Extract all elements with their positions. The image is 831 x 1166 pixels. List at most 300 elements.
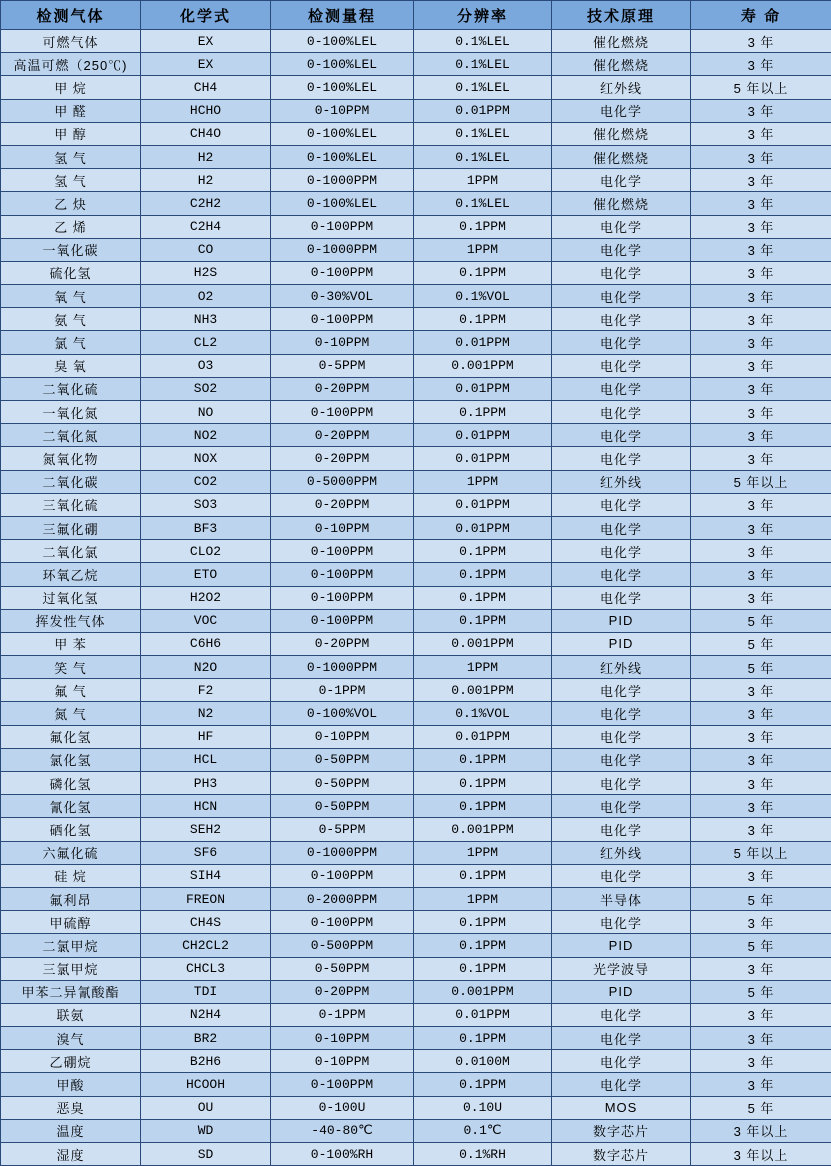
cell-resolution: 0.1PPM (414, 864, 552, 887)
cell-measuring-range: 0-20PPM (271, 447, 414, 470)
cell-lifespan: 5 年 (691, 656, 831, 679)
cell-resolution: 0.1PPM (414, 748, 552, 771)
cell-technology: 电化学 (552, 238, 691, 261)
cell-chemical-formula: CHCL3 (141, 957, 271, 980)
cell-measuring-range: 0-100PPM (271, 586, 414, 609)
cell-technology: 红外线 (552, 76, 691, 99)
table-row (1, 586, 831, 609)
table-row (1, 540, 831, 563)
table-row (1, 447, 831, 470)
table-row (1, 122, 831, 145)
cell-measuring-range: 0-100%LEL (271, 53, 414, 76)
cell-gas-name: 臭 氧 (1, 354, 141, 377)
cell-chemical-formula: FREON (141, 887, 271, 910)
cell-chemical-formula: HF (141, 725, 271, 748)
cell-measuring-range: 0-5PPM (271, 354, 414, 377)
table-row (1, 401, 831, 424)
column-header-measuring-range: 检测量程 (271, 1, 414, 30)
table-row (1, 1050, 831, 1073)
cell-resolution: 0.1%LEL (414, 30, 552, 53)
cell-lifespan: 5 年 (691, 609, 831, 632)
cell-technology: 催化燃烧 (552, 30, 691, 53)
cell-measuring-range: 0-100PPM (271, 563, 414, 586)
cell-resolution: 0.1%VOL (414, 285, 552, 308)
table-row (1, 656, 831, 679)
cell-gas-name: 硫化氢 (1, 261, 141, 284)
cell-chemical-formula: CO2 (141, 470, 271, 493)
cell-gas-name: 甲酸 (1, 1073, 141, 1096)
table-row (1, 702, 831, 725)
cell-lifespan: 3 年 (691, 424, 831, 447)
cell-lifespan: 3 年 (691, 354, 831, 377)
cell-lifespan: 3 年 (691, 122, 831, 145)
cell-chemical-formula: H2S (141, 261, 271, 284)
table-row (1, 679, 831, 702)
cell-lifespan: 3 年 (691, 725, 831, 748)
cell-lifespan: 3 年 (691, 331, 831, 354)
cell-gas-name: 二氧化氯 (1, 540, 141, 563)
cell-resolution: 1PPM (414, 656, 552, 679)
table-row (1, 238, 831, 261)
cell-technology: MOS (552, 1096, 691, 1119)
table-row (1, 192, 831, 215)
cell-measuring-range: 0-10PPM (271, 1027, 414, 1050)
cell-chemical-formula: NO (141, 401, 271, 424)
cell-technology: 电化学 (552, 1027, 691, 1050)
cell-technology: PID (552, 980, 691, 1003)
table-row (1, 377, 831, 400)
table-row (1, 76, 831, 99)
cell-technology: PID (552, 609, 691, 632)
cell-resolution: 0.1%LEL (414, 122, 552, 145)
table-row (1, 30, 831, 53)
cell-lifespan: 5 年 (691, 980, 831, 1003)
cell-resolution: 0.1PPM (414, 261, 552, 284)
cell-chemical-formula: F2 (141, 679, 271, 702)
cell-gas-name: 乙硼烷 (1, 1050, 141, 1073)
cell-chemical-formula: H2O2 (141, 586, 271, 609)
cell-chemical-formula: HCL (141, 748, 271, 771)
table-row (1, 308, 831, 331)
cell-chemical-formula: NH3 (141, 308, 271, 331)
cell-lifespan: 3 年 (691, 586, 831, 609)
cell-measuring-range: 0-1000PPM (271, 238, 414, 261)
cell-chemical-formula: CL2 (141, 331, 271, 354)
cell-technology: 红外线 (552, 656, 691, 679)
cell-gas-name: 温度 (1, 1119, 141, 1142)
column-header-chemical-formula: 化学式 (141, 1, 271, 30)
cell-technology: 数字芯片 (552, 1119, 691, 1142)
cell-lifespan: 3 年 (691, 516, 831, 539)
cell-gas-name: 氮氧化物 (1, 447, 141, 470)
cell-lifespan: 3 年 (691, 447, 831, 470)
cell-resolution: 0.1PPM (414, 308, 552, 331)
cell-gas-name: 氟 气 (1, 679, 141, 702)
cell-lifespan: 3 年 (691, 864, 831, 887)
cell-technology: 电化学 (552, 1073, 691, 1096)
cell-gas-name: 过氧化氢 (1, 586, 141, 609)
table-row (1, 145, 831, 168)
cell-lifespan: 3 年 (691, 911, 831, 934)
table-row (1, 818, 831, 841)
table-row (1, 261, 831, 284)
cell-resolution: 0.1%VOL (414, 702, 552, 725)
cell-technology: 电化学 (552, 331, 691, 354)
table-row (1, 99, 831, 122)
table-row (1, 957, 831, 980)
cell-lifespan: 5 年 (691, 887, 831, 910)
table-row (1, 772, 831, 795)
cell-resolution: 0.1%LEL (414, 192, 552, 215)
cell-gas-name: 氮 气 (1, 702, 141, 725)
cell-lifespan: 3 年 (691, 540, 831, 563)
cell-technology: 电化学 (552, 377, 691, 400)
cell-technology: 电化学 (552, 748, 691, 771)
cell-lifespan: 3 年 (691, 818, 831, 841)
cell-gas-name: 三氟化硼 (1, 516, 141, 539)
cell-resolution: 0.1PPM (414, 795, 552, 818)
cell-lifespan: 3 年 (691, 748, 831, 771)
cell-gas-name: 二氧化硫 (1, 377, 141, 400)
cell-technology: 光学波导 (552, 957, 691, 980)
table-row (1, 516, 831, 539)
cell-gas-name: 二氯甲烷 (1, 934, 141, 957)
cell-chemical-formula: BF3 (141, 516, 271, 539)
column-header-lifespan: 寿 命 (691, 1, 831, 30)
cell-resolution: 0.01PPM (414, 331, 552, 354)
cell-chemical-formula: N2 (141, 702, 271, 725)
cell-gas-name: 氟化氢 (1, 725, 141, 748)
cell-measuring-range: 0-50PPM (271, 772, 414, 795)
cell-lifespan: 3 年 (691, 53, 831, 76)
cell-measuring-range: 0-5PPM (271, 818, 414, 841)
cell-resolution: 0.01PPM (414, 493, 552, 516)
table-row (1, 1003, 831, 1026)
table-row (1, 1027, 831, 1050)
cell-gas-name: 二氧化氮 (1, 424, 141, 447)
cell-lifespan: 5 年以上 (691, 76, 831, 99)
cell-chemical-formula: O2 (141, 285, 271, 308)
cell-gas-name: 联氨 (1, 1003, 141, 1026)
cell-gas-name: 溴气 (1, 1027, 141, 1050)
cell-lifespan: 3 年 (691, 702, 831, 725)
cell-measuring-range: 0-20PPM (271, 424, 414, 447)
cell-chemical-formula: PH3 (141, 772, 271, 795)
cell-technology: 电化学 (552, 516, 691, 539)
cell-resolution: 0.1%LEL (414, 53, 552, 76)
cell-measuring-range: 0-1PPM (271, 1003, 414, 1026)
cell-measuring-range: 0-10PPM (271, 516, 414, 539)
cell-measuring-range: 0-1000PPM (271, 656, 414, 679)
cell-technology: 数字芯片 (552, 1143, 691, 1166)
cell-measuring-range: 0-100PPM (271, 215, 414, 238)
table-row (1, 215, 831, 238)
cell-gas-name: 氨 气 (1, 308, 141, 331)
column-header-gas-name: 检测气体 (1, 1, 141, 30)
cell-measuring-range: 0-100PPM (271, 308, 414, 331)
cell-gas-name: 甲 苯 (1, 632, 141, 655)
cell-measuring-range: 0-50PPM (271, 748, 414, 771)
cell-resolution: 1PPM (414, 841, 552, 864)
cell-gas-name: 硅 烷 (1, 864, 141, 887)
cell-gas-name: 甲硫醇 (1, 911, 141, 934)
cell-technology: 电化学 (552, 563, 691, 586)
cell-measuring-range: 0-100%VOL (271, 702, 414, 725)
cell-lifespan: 3 年 (691, 192, 831, 215)
cell-lifespan: 3 年 (691, 285, 831, 308)
cell-resolution: 0.01PPM (414, 447, 552, 470)
table-row (1, 169, 831, 192)
cell-technology: 电化学 (552, 447, 691, 470)
cell-lifespan: 3 年 (691, 401, 831, 424)
cell-chemical-formula: SEH2 (141, 818, 271, 841)
cell-chemical-formula: C6H6 (141, 632, 271, 655)
cell-technology: 电化学 (552, 215, 691, 238)
cell-technology: 电化学 (552, 818, 691, 841)
cell-chemical-formula: CH4O (141, 122, 271, 145)
cell-chemical-formula: OU (141, 1096, 271, 1119)
cell-chemical-formula: VOC (141, 609, 271, 632)
cell-resolution: 0.001PPM (414, 632, 552, 655)
cell-gas-name: 氯化氢 (1, 748, 141, 771)
cell-gas-name: 硒化氢 (1, 818, 141, 841)
cell-chemical-formula: B2H6 (141, 1050, 271, 1073)
cell-lifespan: 3 年 (691, 679, 831, 702)
cell-measuring-range: -40-80℃ (271, 1119, 414, 1142)
cell-lifespan: 3 年 (691, 238, 831, 261)
cell-gas-name: 一氧化氮 (1, 401, 141, 424)
cell-measuring-range: 0-100U (271, 1096, 414, 1119)
cell-technology: PID (552, 632, 691, 655)
cell-technology: 电化学 (552, 99, 691, 122)
table-row (1, 53, 831, 76)
cell-chemical-formula: HCHO (141, 99, 271, 122)
cell-gas-name: 氟利昂 (1, 887, 141, 910)
cell-resolution: 0.001PPM (414, 679, 552, 702)
cell-resolution: 0.10U (414, 1096, 552, 1119)
cell-gas-name: 湿度 (1, 1143, 141, 1166)
cell-chemical-formula: N2H4 (141, 1003, 271, 1026)
cell-gas-name: 笑 气 (1, 656, 141, 679)
table-row (1, 493, 831, 516)
cell-resolution: 0.1PPM (414, 540, 552, 563)
cell-gas-name: 六氟化硫 (1, 841, 141, 864)
cell-resolution: 1PPM (414, 470, 552, 493)
cell-gas-name: 氯 气 (1, 331, 141, 354)
cell-technology: 电化学 (552, 702, 691, 725)
cell-resolution: 0.01PPM (414, 377, 552, 400)
cell-chemical-formula: CH4 (141, 76, 271, 99)
cell-lifespan: 3 年以上 (691, 1143, 831, 1166)
cell-measuring-range: 0-100%LEL (271, 145, 414, 168)
cell-measuring-range: 0-20PPM (271, 632, 414, 655)
cell-lifespan: 3 年 (691, 493, 831, 516)
cell-resolution: 0.1PPM (414, 957, 552, 980)
cell-measuring-range: 0-100PPM (271, 911, 414, 934)
cell-measuring-range: 0-1PPM (271, 679, 414, 702)
cell-technology: 催化燃烧 (552, 145, 691, 168)
cell-lifespan: 3 年 (691, 1003, 831, 1026)
cell-chemical-formula: BR2 (141, 1027, 271, 1050)
cell-technology: PID (552, 934, 691, 957)
table-row (1, 563, 831, 586)
cell-technology: 电化学 (552, 540, 691, 563)
cell-measuring-range: 0-20PPM (271, 377, 414, 400)
cell-measuring-range: 0-100%LEL (271, 30, 414, 53)
cell-measuring-range: 0-100PPM (271, 401, 414, 424)
cell-resolution: 1PPM (414, 169, 552, 192)
table-row (1, 1096, 831, 1119)
cell-measuring-range: 0-500PPM (271, 934, 414, 957)
cell-resolution: 0.0100M (414, 1050, 552, 1073)
column-header-technology: 技术原理 (552, 1, 691, 30)
cell-measuring-range: 0-10PPM (271, 99, 414, 122)
cell-measuring-range: 0-1000PPM (271, 169, 414, 192)
cell-gas-name: 乙 炔 (1, 192, 141, 215)
cell-resolution: 0.01PPM (414, 516, 552, 539)
cell-gas-name: 氧 气 (1, 285, 141, 308)
cell-chemical-formula: EX (141, 53, 271, 76)
cell-chemical-formula: NO2 (141, 424, 271, 447)
cell-resolution: 0.001PPM (414, 354, 552, 377)
cell-lifespan: 3 年 (691, 261, 831, 284)
table-row (1, 1119, 831, 1142)
cell-resolution: 0.1PPM (414, 609, 552, 632)
cell-gas-name: 乙 烯 (1, 215, 141, 238)
cell-chemical-formula: H2 (141, 169, 271, 192)
cell-lifespan: 3 年 (691, 1073, 831, 1096)
cell-measuring-range: 0-1000PPM (271, 841, 414, 864)
cell-gas-name: 三氧化硫 (1, 493, 141, 516)
cell-chemical-formula: H2 (141, 145, 271, 168)
cell-measuring-range: 0-20PPM (271, 493, 414, 516)
cell-lifespan: 3 年 (691, 377, 831, 400)
table-row (1, 424, 831, 447)
cell-gas-name: 甲 醛 (1, 99, 141, 122)
cell-lifespan: 3 年 (691, 30, 831, 53)
cell-technology: 电化学 (552, 493, 691, 516)
table-row (1, 887, 831, 910)
cell-technology: 电化学 (552, 1003, 691, 1026)
cell-lifespan: 3 年 (691, 99, 831, 122)
cell-technology: 电化学 (552, 725, 691, 748)
cell-resolution: 0.001PPM (414, 818, 552, 841)
cell-chemical-formula: SD (141, 1143, 271, 1166)
table-row (1, 980, 831, 1003)
cell-gas-name: 甲 醇 (1, 122, 141, 145)
cell-chemical-formula: O3 (141, 354, 271, 377)
cell-resolution: 0.01PPM (414, 725, 552, 748)
table-row (1, 632, 831, 655)
cell-technology: 电化学 (552, 911, 691, 934)
cell-technology: 催化燃烧 (552, 122, 691, 145)
cell-measuring-range: 0-50PPM (271, 795, 414, 818)
cell-gas-name: 高温可燃（250℃) (1, 53, 141, 76)
cell-measuring-range: 0-10PPM (271, 1050, 414, 1073)
table-body (1, 30, 831, 1166)
cell-technology: 电化学 (552, 795, 691, 818)
cell-technology: 电化学 (552, 308, 691, 331)
cell-technology: 电化学 (552, 864, 691, 887)
cell-chemical-formula: HCOOH (141, 1073, 271, 1096)
cell-lifespan: 3 年 (691, 169, 831, 192)
table-row (1, 934, 831, 957)
cell-gas-name: 氢 气 (1, 145, 141, 168)
cell-measuring-range: 0-100%LEL (271, 192, 414, 215)
cell-lifespan: 5 年以上 (691, 841, 831, 864)
cell-resolution: 0.1PPM (414, 934, 552, 957)
cell-resolution: 1PPM (414, 887, 552, 910)
cell-measuring-range: 0-50PPM (271, 957, 414, 980)
cell-gas-name: 二氧化碳 (1, 470, 141, 493)
cell-gas-name: 氰化氢 (1, 795, 141, 818)
cell-lifespan: 3 年 (691, 563, 831, 586)
cell-resolution: 0.1%LEL (414, 76, 552, 99)
cell-technology: 电化学 (552, 772, 691, 795)
cell-resolution: 0.001PPM (414, 980, 552, 1003)
cell-measuring-range: 0-100%LEL (271, 122, 414, 145)
cell-chemical-formula: CLO2 (141, 540, 271, 563)
table-row (1, 748, 831, 771)
cell-lifespan: 3 年 (691, 795, 831, 818)
cell-technology: 半导体 (552, 887, 691, 910)
cell-lifespan: 3 年 (691, 215, 831, 238)
cell-technology: 电化学 (552, 586, 691, 609)
cell-gas-name: 氢 气 (1, 169, 141, 192)
table-row (1, 354, 831, 377)
cell-lifespan: 5 年 (691, 934, 831, 957)
cell-chemical-formula: ETO (141, 563, 271, 586)
cell-lifespan: 5 年以上 (691, 470, 831, 493)
cell-technology: 电化学 (552, 1050, 691, 1073)
cell-chemical-formula: HCN (141, 795, 271, 818)
cell-technology: 催化燃烧 (552, 53, 691, 76)
cell-resolution: 0.1PPM (414, 772, 552, 795)
cell-chemical-formula: WD (141, 1119, 271, 1142)
cell-measuring-range: 0-10PPM (271, 331, 414, 354)
cell-resolution: 0.01PPM (414, 99, 552, 122)
cell-technology: 电化学 (552, 285, 691, 308)
table-row (1, 1073, 831, 1096)
cell-measuring-range: 0-100%LEL (271, 76, 414, 99)
table-row (1, 1143, 831, 1166)
cell-technology: 电化学 (552, 424, 691, 447)
cell-resolution: 0.1℃ (414, 1119, 552, 1142)
cell-lifespan: 5 年 (691, 1096, 831, 1119)
cell-resolution: 0.1PPM (414, 911, 552, 934)
table-row (1, 911, 831, 934)
table-row (1, 285, 831, 308)
cell-resolution: 0.01PPM (414, 424, 552, 447)
cell-resolution: 0.1PPM (414, 401, 552, 424)
cell-measuring-range: 0-100PPM (271, 864, 414, 887)
cell-chemical-formula: CO (141, 238, 271, 261)
cell-resolution: 0.1PPM (414, 215, 552, 238)
cell-measuring-range: 0-100PPM (271, 609, 414, 632)
table-header (1, 1, 831, 30)
cell-chemical-formula: C2H2 (141, 192, 271, 215)
cell-chemical-formula: SIH4 (141, 864, 271, 887)
cell-chemical-formula: CH4S (141, 911, 271, 934)
table-row (1, 795, 831, 818)
cell-technology: 电化学 (552, 679, 691, 702)
cell-technology: 催化燃烧 (552, 192, 691, 215)
cell-chemical-formula: CH2CL2 (141, 934, 271, 957)
cell-measuring-range: 0-100PPM (271, 1073, 414, 1096)
cell-measuring-range: 0-100PPM (271, 261, 414, 284)
table-row (1, 841, 831, 864)
cell-lifespan: 3 年 (691, 1027, 831, 1050)
